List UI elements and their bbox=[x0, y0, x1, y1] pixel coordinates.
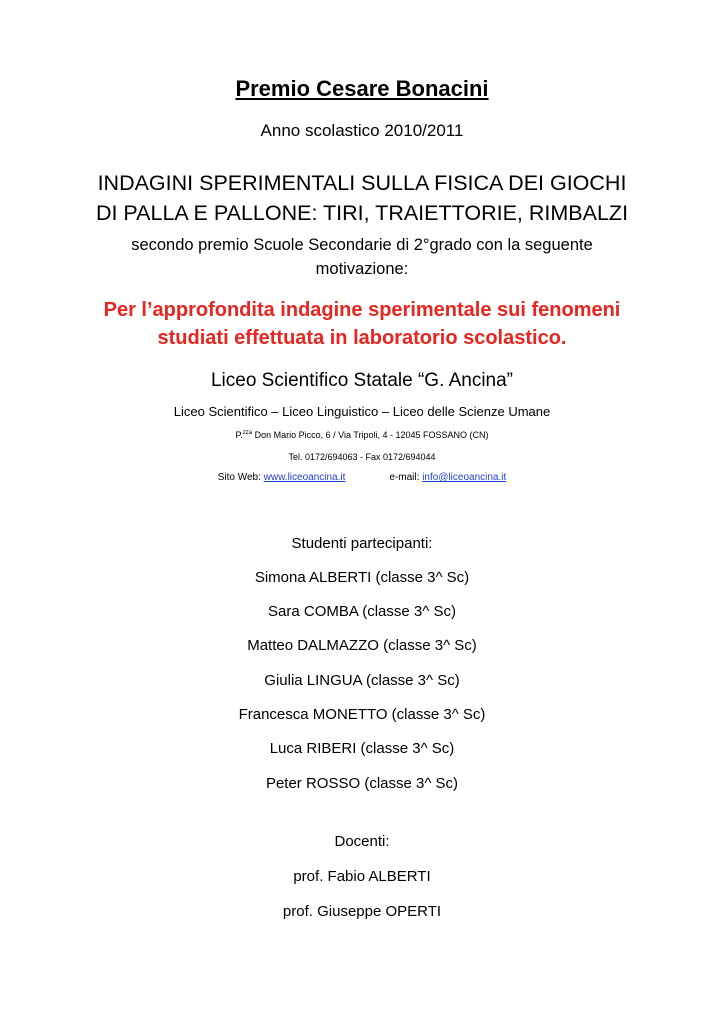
project-title-line-2: DI PALLA E PALLONE: TIRI, TRAIETTORIE, RIMBALZI bbox=[95, 201, 629, 225]
student-item: Giulia LINGUA (classe 3^ Sc) bbox=[264, 672, 460, 689]
web-label: Sito Web: bbox=[217, 472, 264, 483]
motivation-quote-line-2: studiati effettuata in laboratorio scolastico. bbox=[157, 327, 567, 349]
motivation-line-1: secondo premio Scuole Secondarie di 2°grado con la seguente bbox=[131, 236, 593, 254]
address-prefix: P. bbox=[235, 430, 243, 440]
award-title: Premio Cesare Bonacini bbox=[235, 76, 489, 101]
student-item: Simona ALBERTI (classe 3^ Sc) bbox=[254, 569, 470, 586]
email-label: e-mail: bbox=[389, 472, 423, 483]
school-branches: Liceo Scientifico – Liceo Linguistico – Liceo delle Scienze Umane bbox=[173, 404, 551, 419]
address-superscript: zza bbox=[242, 430, 253, 436]
student-item: Peter ROSSO (classe 3^ Sc) bbox=[265, 775, 459, 792]
school-address bbox=[0, 430, 724, 440]
student-item: Matteo DALMAZZO (classe 3^ Sc) bbox=[247, 637, 477, 654]
email-link[interactable]: info@liceoancina.it bbox=[422, 472, 507, 483]
teacher-item: prof. Fabio ALBERTI bbox=[293, 868, 431, 885]
school-name: Liceo Scientifico Statale “G. Ancina” bbox=[210, 370, 514, 391]
address-rest: Don Mario Picco, 6 / Via Tripoli, 4 - 12045 FOSSANO (CN) bbox=[252, 430, 489, 440]
teacher-item: prof. Giuseppe OPERTI bbox=[282, 903, 442, 920]
school-year: Anno scolastico 2010/2011 bbox=[260, 121, 464, 140]
students-heading: Studenti partecipanti: bbox=[291, 535, 433, 552]
school-contacts bbox=[0, 472, 724, 483]
student-item: Luca RIBERI (classe 3^ Sc) bbox=[269, 740, 455, 757]
project-title-line-1: INDAGINI SPERIMENTALI SULLA FISICA DEI GIOCHI bbox=[97, 171, 627, 195]
website-link[interactable]: www.liceoancina.it bbox=[263, 472, 346, 483]
motivation-quote-line-1: Per l’approfondita indagine sperimentale sui fenomeni bbox=[103, 299, 621, 321]
student-item: Francesca MONETTO (classe 3^ Sc) bbox=[238, 706, 486, 723]
motivation-line-2: motivazione: bbox=[315, 260, 409, 278]
teachers-heading: Docenti: bbox=[334, 833, 390, 850]
student-item: Sara COMBA (classe 3^ Sc) bbox=[268, 603, 456, 620]
school-phone-fax: Tel. 0172/694063 - Fax 0172/694044 bbox=[288, 452, 436, 462]
